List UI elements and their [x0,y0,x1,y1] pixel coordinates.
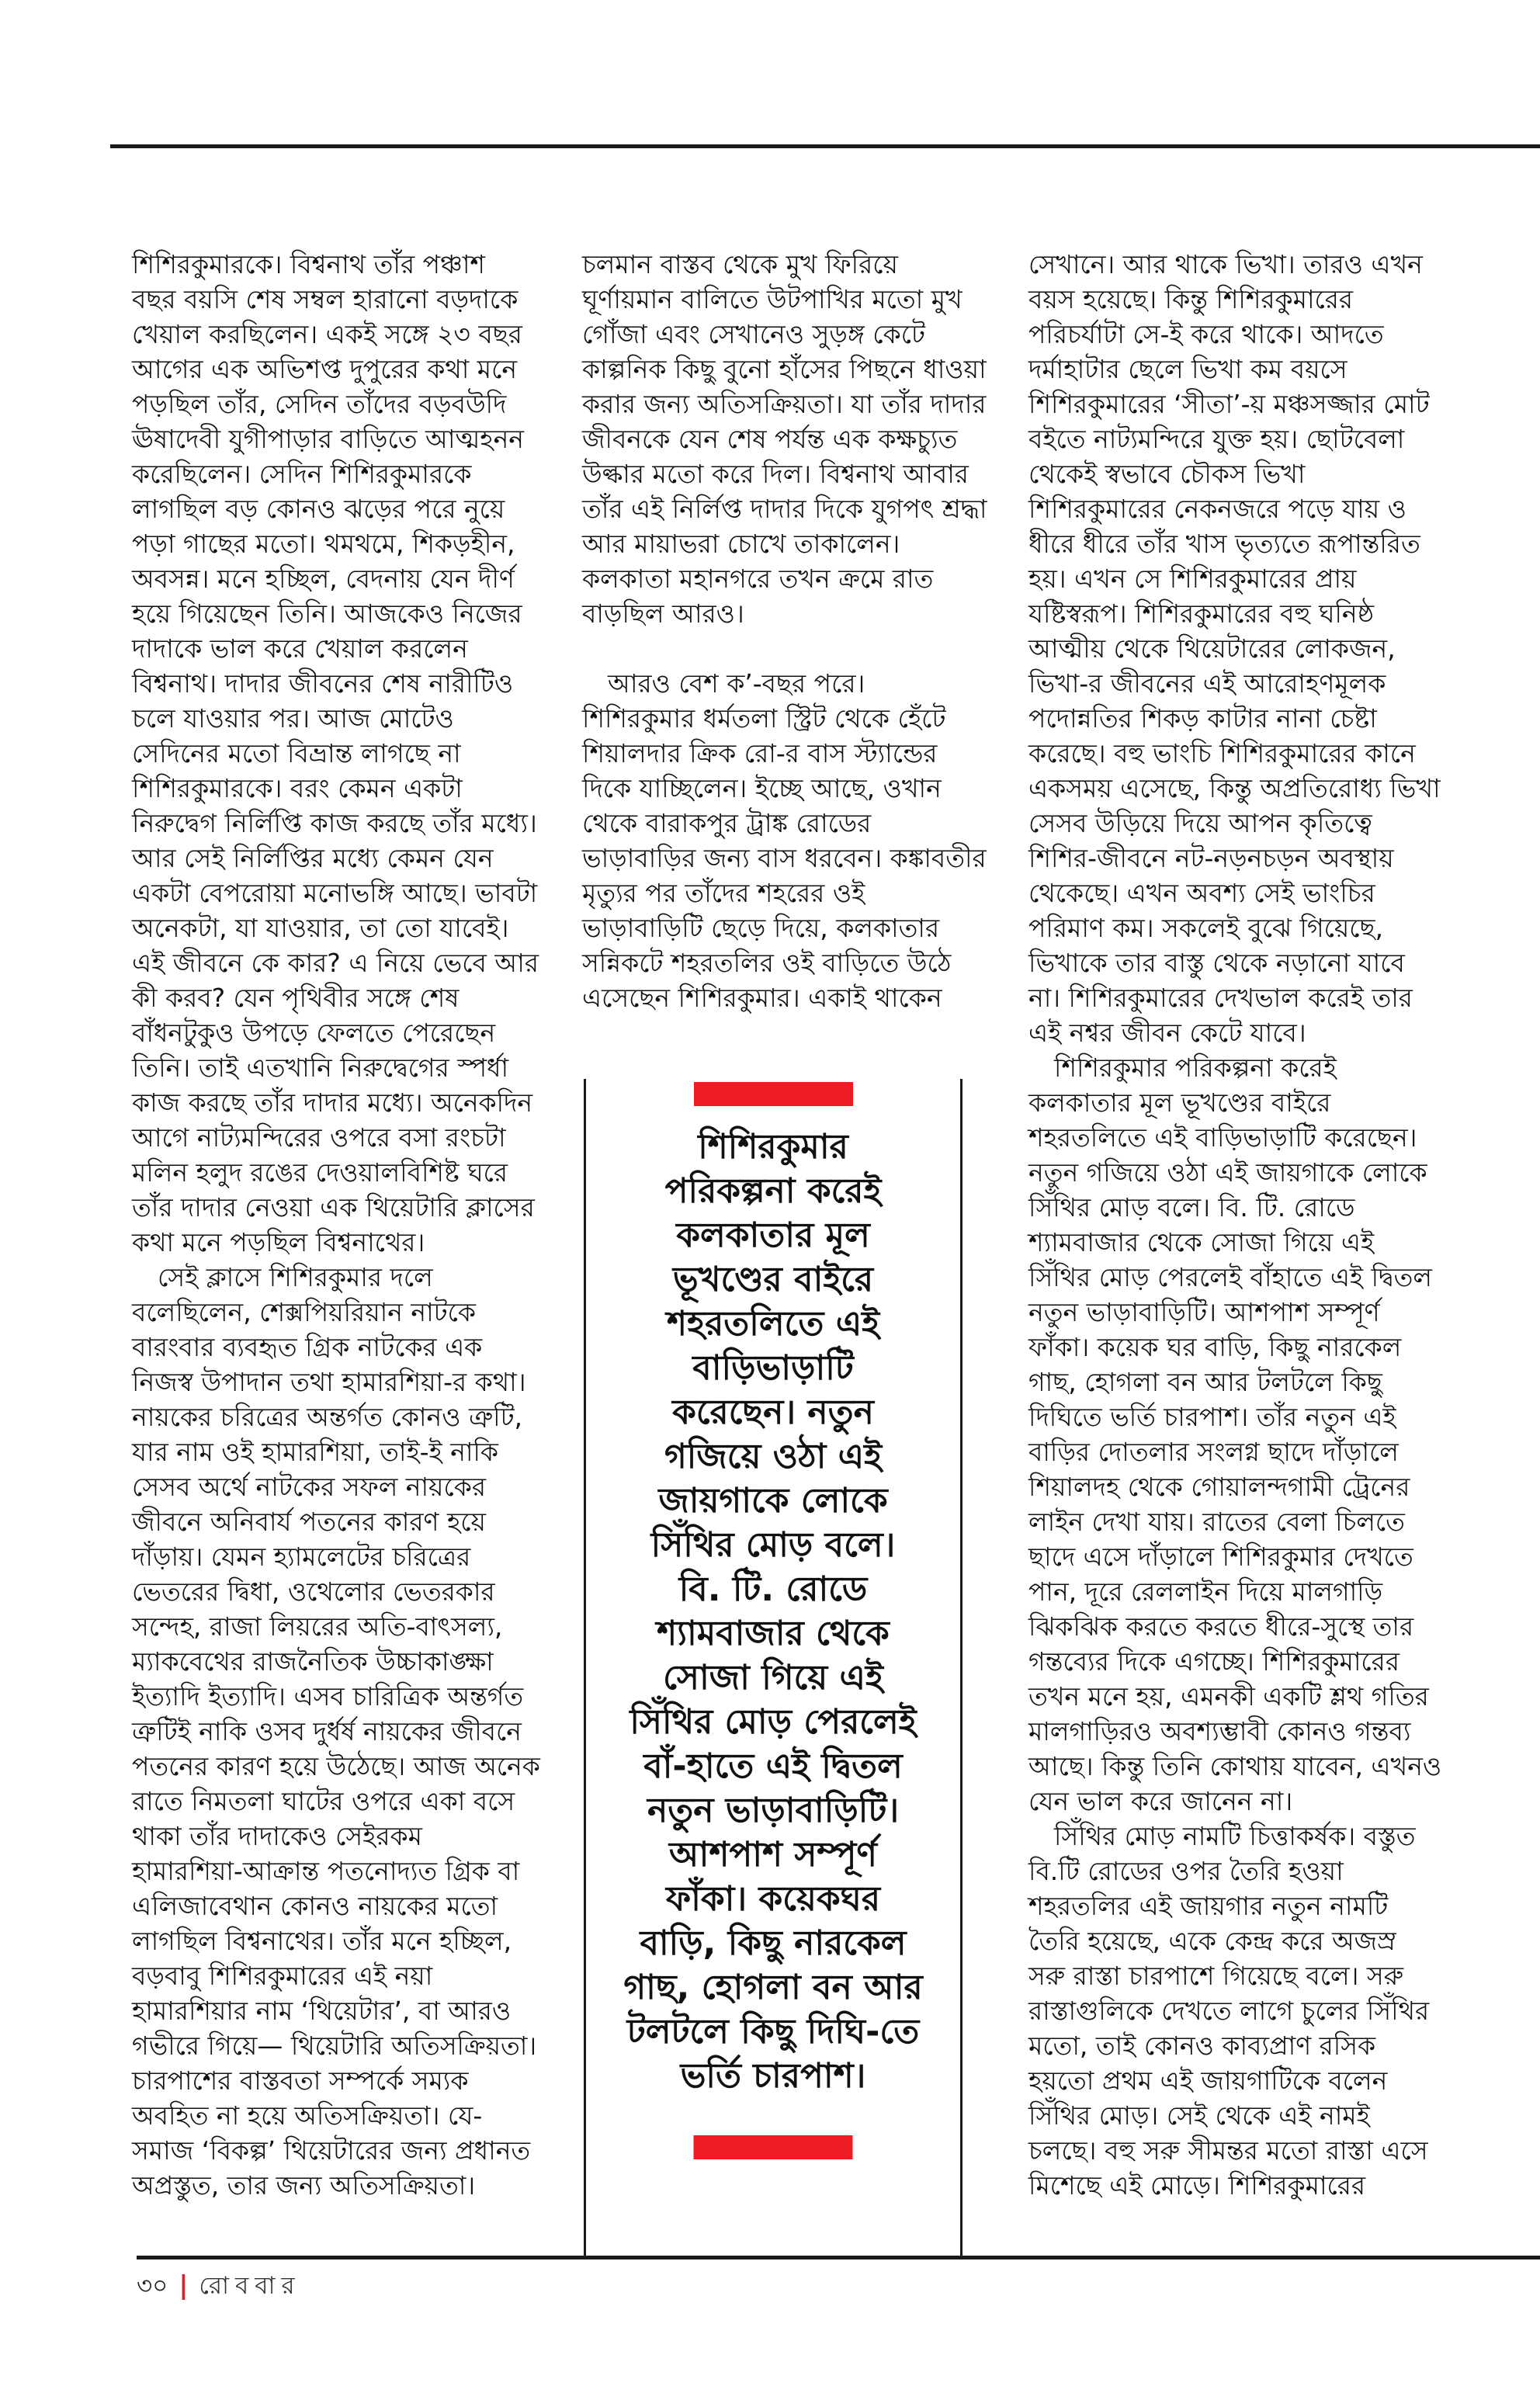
text-line: করেছে। বহু ভাংচি শিশিরকুমারের কানে [1028,738,1416,768]
text-line: থেকেই স্বভাবে চৌকস ভিখা [1028,459,1306,489]
text-line: মিশেছে এই মোড়ে। শিশিরকুমারের [1028,2170,1366,2201]
footer-separator: | [179,2270,189,2300]
text-line: সেদিনের মতো বিভ্রান্ত লাগছে না [132,738,461,768]
text-line: ভেতরের দ্বিধা, ওথেলোর ভেতরকার [132,1576,495,1607]
text-line: বারংবার ব্যবহৃত গ্রিক নাটকের এক [132,1332,483,1362]
pull-quote-line: শহরতলিতে এই [666,1304,880,1344]
text-line: শহরতলিতে এই বাড়িভাড়াটি করেছেন। [1028,1122,1417,1153]
footer-rule [137,2256,1540,2259]
text-line: রাতে নিমতলা ঘাটের ওপরে একা বসে [132,1786,515,1816]
text-line: সিঁথির মোড় নামটি চিত্তাকর্ষক। বস্তুত [1028,1821,1416,1851]
text-line: চলমান বাস্তব থেকে মুখ ফিরিয়ে [582,249,898,279]
text-line: শহরতলির এই জায়গার নতুন নামটি [1028,1891,1389,1921]
text-line: দর্মাহাটার ছেলে ভিখা কম বয়সে [1028,354,1348,384]
text-line: করেছিলেন। সেদিন শিশিরকুমারকে [132,459,472,489]
pull-quote-line: গাছ, হোগলা বন আর [623,1968,923,2007]
text-line: আগের এক অভিশপ্ত দুপুরের কথা মনে [132,354,518,384]
text-line: হামারশিয়া-আক্রান্ত পতনোদ্যত গ্রিক বা [132,1856,520,1886]
text-line: ভাড়াবাড়িটি ছেড়ে দিয়ে, কলকাতার [582,913,940,943]
footer [137,2270,301,2301]
text-line: থেকে বারাকপুর ট্রাঙ্ক রোডের [582,808,872,838]
text-line: একটা বেপরোয়া মনোভঙ্গি আছে। ভাবটা [132,878,538,908]
pull-quote-line: সিঁথির মোড় বলে। [650,1525,896,1565]
text-line: তাঁর এই নির্লিপ্ত দাদার দিকে যুগপৎ শ্রদ্ধা [582,494,987,524]
pull-quote-bottom-bar [694,2135,853,2159]
text-line: ধীরে ধীরে তাঁর খাস ভৃত্যতে রূপান্তরিত [1028,529,1420,559]
text-line: ফাঁকা। কয়েক ঘর বাড়ি, কিছু নারকেল [1028,1332,1402,1362]
text-line: সেসব অর্থে নাটকের সফল নায়কের [132,1472,486,1502]
text-line: একসময় এসেছে, কিন্তু অপ্রতিরোধ্য ভিখা [1028,773,1441,803]
pull-quote-line: বি. টি. রোডে [678,1569,868,1609]
text-line: পড়ছিল তাঁর, সেদিন তাঁদের বড়বউদি [132,389,507,419]
text-line: ঝিকঝিক করতে করতে ধীরে-সুস্থে তার [1028,1611,1414,1642]
text-line: কথা মনে পড়ছিল বিশ্বনাথের। [132,1227,425,1257]
text-line: সিঁথির মোড় বলে। বি. টি. রোডে [1028,1192,1355,1223]
text-line: বড়বাবু শিশিরকুমারের এই নয়া [132,1961,433,1991]
text-line: হয়ে গিয়েছেন তিনি। আজকেও নিজের [132,598,522,629]
text-line: কাজ করছে তাঁর দাদার মধ্যে। অনেকদিন [132,1087,533,1118]
text-line: শিশির-জীবনে নট-নড়নচড়ন অবস্থায় [1028,843,1394,873]
text-line: শিশিরকুমার পরিকল্পনা করেই [1028,1053,1337,1083]
text-line: আর মায়াভরা চোখে তাকালেন। [582,529,900,559]
text-line: আত্মীয় থেকে থিয়েটারের লোকজন, [1028,633,1396,664]
text-line: ত্রুটিই নাকি ওসব দুর্ধর্ষ নায়কের জীবনে [132,1716,522,1746]
text-line: ম্যাকবেথের রাজনৈতিক উচ্চাকাঙ্ক্ষা [132,1646,494,1677]
text-line: অপ্রস্তুত, তার জন্য অতিসক্রিয়তা। [132,2170,476,2201]
text-line: সেই ক্লাসে শিশিরকুমার দলে [132,1262,433,1292]
text-line: সন্নিকটে শহরতলির ওই বাড়িতে উঠে [582,948,952,978]
text-line: তখন মনে হয়, এমনকী একটি শ্লথ গতির [1028,1681,1429,1712]
text-line: এলিজাবেথান কোনও নায়কের মতো [132,1891,498,1921]
text-line: বইতে নাট্যমন্দিরে যুক্ত হয়। ছোটবেলা [1028,424,1405,454]
text-line: শ্যামবাজার থেকে সোজা গিয়ে এই [1028,1227,1375,1257]
pull-quote-line: বাঁ-হাতে এই দ্বিতল [643,1746,903,1786]
text-line: লাগছিল বড় কোনও ঝড়ের পরে নুয়ে [132,494,505,524]
text-line: এসেছেন শিশিরকুমার। একাই থাকেন [582,983,942,1013]
text-line: জীবনকে যেন শেষ পর্যন্ত এক কক্ষচ্যুত [582,424,958,454]
pull-quote-line: ভূখণ্ডের বাইরে [672,1260,874,1299]
text-line: ইত্যাদি ইত্যাদি। এসব চারিত্রিক অন্তর্গত [132,1681,524,1712]
pull-quote-line: টলটলে কিছু দিঘি-তে [626,2012,920,2051]
pull-quote-line: গজিয়ে ওঠা এই [664,1437,883,1476]
text-line: তিনি। তাই এতখানি নিরুদ্বেগের স্পর্ধা [132,1053,509,1083]
text-line: তৈরি হয়েছে, একে কেন্দ্র করে অজস্র [1028,1926,1396,1956]
text-line: নতুন গজিয়ে ওঠা এই জায়গাকে লোকে [1028,1157,1427,1188]
text-line: শিশিরকুমারকে। বরং কেমন একটা [132,773,463,803]
text-line: সিঁথির মোড়। সেই থেকে এই নামই [1028,2100,1370,2131]
text-line: সেসব উড়িয়ে দিয়ে আপন কৃতিত্বে [1028,808,1372,838]
text-line: হামারশিয়ার নাম ‘থিয়েটার’, বা আরও [132,1996,512,2026]
pull-quote-line: পরিকল্পনা করেই [664,1171,882,1211]
text-line: বলেছিলেন, শেক্সপিয়রিয়ান নাটকে [132,1297,477,1327]
text-line: পান, দূরে রেললাইন দিয়ে মালগাড়ি [1028,1576,1383,1607]
pull-quote-top-bar [694,1082,853,1106]
text-line: জীবনে অনিবার্য পতনের কারণ হয়ে [132,1507,486,1537]
text-line: পরিমাণ কম। সকলেই বুঝে গিয়েছে, [1028,913,1384,943]
pull-quote-line: শ্যামবাজার থেকে [657,1614,890,1653]
text-line: এই জীবনে কে কার? এ নিয়ে ভেবে আর [132,948,539,978]
pull-quote-line: কলকাতার মূল [676,1216,870,1255]
top-rule [110,144,1540,148]
pull-quote-line: ভর্তি চারপাশ। [680,2056,866,2096]
text-line: সরু রাস্তা চারপাশে গিয়েছে বলে। সরু [1028,1961,1404,1991]
text-line: রাস্তাগুলিকে দেখতে লাগে চুলের সিঁথির [1028,1996,1430,2026]
text-line: মলিন হলুদ রঙের দেওয়ালবিশিষ্ট ঘরে [132,1157,508,1188]
pull-quote-line: করেছেন। নতুন [672,1392,874,1432]
pull-quote-line: বাড়ি, কিছু নারকেল [640,1923,907,1963]
text-line: ভাড়াবাড়ির জন্য বাস ধরবেন। কঙ্কাবতীর [582,843,987,873]
text-line: দিঘিতে ভর্তি চারপাশ। তাঁর নতুন এই [1028,1402,1396,1432]
text-line: পড়া গাছের মতো। থমথমে, শিকড়হীন, [132,529,515,559]
text-line: নিরুদ্বেগ নির্লিপ্তি কাজ করছে তাঁর মধ্যে। [132,808,537,838]
text-line: ছাদে এসে দাঁড়ালে শিশিরকুমার দেখতে [1028,1542,1413,1572]
pull-quote-line: নতুন ভাড়াবাড়িটি। [647,1791,900,1830]
text-line: আর সেই নির্লিপ্তির মধ্যে কেমন যেন [132,843,494,873]
text-line: খেয়াল করছিলেন। একই সঙ্গে ২৩ বছর [132,319,522,349]
text-line: সন্দেহ, রাজা লিয়রের অতি-বাৎসল্য, [132,1611,503,1642]
text-line: বয়স হয়েছে। কিন্তু শিশিরকুমারের [1028,284,1354,314]
text-line: সিঁথির মোড় পেরলেই বাঁহাতে এই দ্বিতল [1028,1262,1432,1292]
text-line: যষ্টিস্বরূপ। শিশিরকুমারের বহু ঘনিষ্ঠ [1028,598,1375,629]
text-line: সমাজ ‘বিকল্প’ থিয়েটারের জন্য প্রধানত [132,2135,531,2166]
text-line: চলছে। বহু সরু সীমন্তর মতো রাস্তা এসে [1028,2135,1428,2166]
pull-quote-line: সোজা গিয়ে এই [663,1658,883,1698]
text-line: নিজস্ব উপাদান তথা হামারশিয়া-র কথা। [132,1367,526,1397]
text-line: যার নাম ওই হামারশিয়া, তাই-ই নাকি [132,1437,499,1467]
text-line: চারপাশের বাস্তবতা সম্পর্কে সম্যক [132,2065,469,2096]
text-line: কাল্পনিক কিছু বুনো হাঁসের পিছনে ধাওয়া [582,354,987,384]
text-line: শিশিরকুমারের নেকনজরে পড়ে যায় ও [1028,494,1406,524]
text-line: গোঁজা এবং সেখানেও সুড়ঙ্গ কেটে [582,319,925,349]
pull-quote-line: শিশিরকুমার [698,1127,848,1167]
text-line: বাড়ির দোতলার সংলগ্ন ছাদে দাঁড়ালে [1028,1437,1399,1467]
text-line: ভিখা-র জীবনের এই আরোহণমূলক [1028,668,1386,699]
text-line: কী করব? যেন পৃথিবীর সঙ্গে শেষ [132,983,460,1013]
text-line: লাইন দেখা যায়। রাতের বেলা চিলতে [1028,1507,1405,1537]
text-line: আরও বেশ ক’-বছর পরে। [582,668,865,699]
text-line: পতনের কারণ হয়ে উঠেছে। আজ অনেক [132,1751,540,1781]
magazine-name: রোববার [199,2272,301,2300]
text-line: অবসন্ন। মনে হচ্ছিল, বেদনায় যেন দীর্ণ [132,564,515,594]
column-left [132,247,540,2203]
text-line: পরিচর্যাটা সে-ই করে থাকে। আদতে [1028,319,1384,349]
text-line: অবহিত না হয়ে অতিসক্রিয়তা। যে- [132,2100,483,2131]
text-line: শিয়ালদার ক্রিক রো-র বাস স্ট্যান্ডের [582,738,938,768]
page-number: ৩০ [137,2272,168,2300]
text-line: এই নশ্বর জীবন কেটে যাবে। [1028,1018,1306,1048]
text-line: শিশিরকুমার ধর্মতলা স্ট্রিট থেকে হেঁটে [582,703,946,734]
text-line: মালগাড়িরও অবশ্যম্ভাবী কোনও গন্তব্য [1028,1716,1411,1746]
pull-quote-text [586,1125,960,2098]
text-line: মৃত্যুর পর তাঁদের শহরের ওই [582,878,865,908]
text-line: গন্তব্যের দিকে এগচ্ছে। শিশিরকুমারের [1028,1646,1400,1677]
text-line: দাঁড়ায়। যেমন হ্যামলেটের চরিত্রের [132,1542,471,1572]
pull-quote-line: আশপাশ সম্পূর্ণ [669,1835,877,1875]
text-line: দাদাকে ভাল করে খেয়াল করলেন [132,633,468,664]
text-line: হয়তো প্রথম এই জায়গাটিকে বলেন [1028,2065,1388,2096]
text-line: উল্কার মতো করে দিল। বিশ্বনাথ আবার [582,459,969,489]
text-line: লাগছিল বিশ্বনাথের। তাঁর মনে হচ্ছিল, [132,1926,512,1956]
text-line: শিয়ালদহ থেকে গোয়ালন্দগামী ট্রেনের [1028,1472,1410,1502]
text-line: ভিখাকে তার বাস্তু থেকে নড়ানো যাবে [1028,948,1405,978]
text-line: হয়। এখন সে শিশিরকুমারের প্রায় [1028,564,1357,594]
column-middle-body [582,247,987,1015]
text-line: মতো, তাই কোনও কাব্যপ্রাণ রসিক [1028,2031,1376,2061]
text-line: গভীরে গিয়ে— থিয়েটারি অতিসক্রিয়তা। [132,2031,537,2061]
text-line: ঊষাদেবী যুগীপাড়ার বাড়িতে আত্মহনন [132,424,524,454]
text-line: বাড়ছিল আরও। [582,598,744,629]
text-line: যেন ভাল করে জানেন না। [1028,1786,1293,1816]
text-line: গাছ, হোগলা বন আর টলটলে কিছু [1028,1367,1382,1397]
text-line: না। শিশিরকুমারের দেখভাল করেই তার [1028,983,1413,1013]
pull-quote-line: জায়গাকে লোকে [658,1481,888,1521]
text-line: নতুন ভাড়াবাড়িটি। আশপাশ সম্পূর্ণ [1028,1297,1380,1327]
text-line: দিকে যাচ্ছিলেন। ইচ্ছে আছে, ওখান [582,773,942,803]
text-line: শিশিরকুমারকে। বিশ্বনাথ তাঁর পঞ্চাশ [132,249,485,279]
pull-quote-line: বাড়িভাড়াটি [692,1348,854,1388]
text-line: কলকাতা মহানগরে তখন ক্রমে রাত [582,564,934,594]
pull-quote [584,1079,962,2257]
text-line: ঘূর্ণায়মান বালিতে উটপাখির মতো মুখ [582,284,962,314]
text-line: আগে নাট্যমন্দিরের ওপরে বসা রংচটা [132,1122,506,1153]
text-line: বাঁধনটুকুও উপড়ে ফেলতে পেরেছেন [132,1018,496,1048]
pull-quote-line: ফাঁকা। কয়েকঘর [665,1879,881,1919]
text-line: বি.টি রোডের ওপর তৈরি হওয়া [1028,1856,1344,1886]
text-line: শিশিরকুমারের ‘সীতা’-য় মঞ্চসজ্জার মোট [1028,389,1430,419]
text-line: কলকাতার মূল ভূখণ্ডের বাইরে [1028,1087,1331,1118]
text-line: থাকা তাঁর দাদাকেও সেইরকম [132,1821,422,1851]
text-line: তাঁর দাদার নেওয়া এক থিয়েটারি ক্লাসের [132,1192,535,1223]
text-line: বছর বয়সি শেষ সম্বল হারানো বড়দাকে [132,284,519,314]
text-line: বিশ্বনাথ। দাদার জীবনের শেষ নারীটিও [132,668,514,699]
text-line: আছে। কিন্তু তিনি কোথায় যাবেন, এখনও [1028,1751,1442,1781]
column-right [1028,247,1442,2203]
text-line: পদোন্নতির শিকড় কাটার নানা চেষ্টা [1028,703,1377,734]
text-line: সেখানে। আর থাকে ভিখা। তারও এখন [1028,249,1423,279]
text-line: অনেকটা, যা যাওয়ার, তা তো যাবেই। [132,913,509,943]
pull-quote-line: সিঁথির মোড় পেরলেই [630,1702,917,1742]
text-line: চলে যাওয়ার পর। আজ মোটেও [132,703,454,734]
text-line: থেকেছে। এখন অবশ্য সেই ভাংচির [1028,878,1375,908]
text-line [582,631,947,666]
text-line: নায়কের চরিত্রের অন্তর্গত কোনও ত্রুটি, [132,1402,523,1432]
text-line: করার জন্য অতিসক্রিয়তা। যা তাঁর দাদার [582,389,987,419]
